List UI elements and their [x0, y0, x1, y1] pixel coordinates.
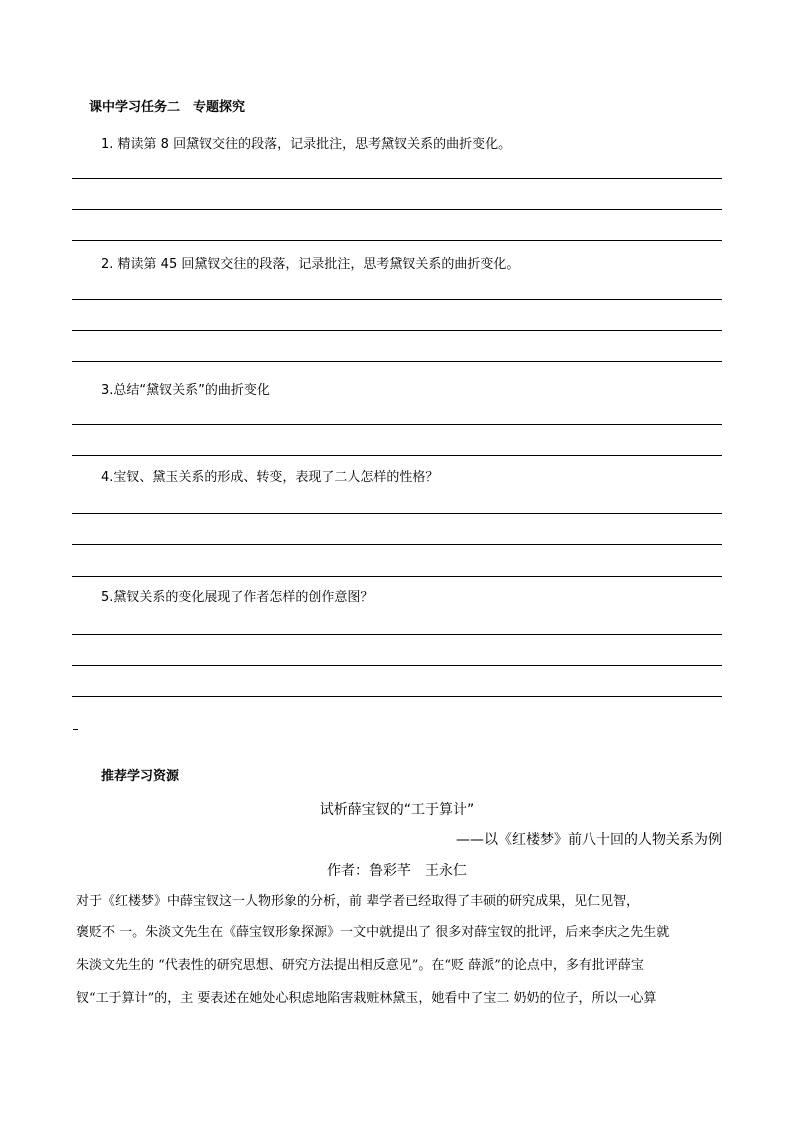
answer-line — [72, 634, 722, 635]
answer-line — [72, 544, 722, 545]
section-title: 课中学习任务二 专题探究 — [89, 100, 246, 115]
article-subtitle: ——以《红楼梦》前八十回的人物关系为例 — [456, 832, 722, 848]
answer-line — [72, 330, 722, 331]
answer-line — [72, 665, 722, 666]
answer-line — [72, 178, 722, 179]
answer-line — [72, 299, 722, 300]
article-paragraph-line: 对于《红楼梦》中薛宝钗这一人物形象的分析，前 辈学者已经取得了丰硕的研究成果，见仁见智， — [76, 894, 640, 909]
answer-line — [72, 424, 722, 425]
article-author: 作者：鲁彩芊 王永仁 — [327, 863, 467, 879]
article-title: 试析薛宝钗的“工于算计” — [319, 802, 475, 818]
answer-line — [72, 209, 722, 210]
answer-line — [72, 361, 722, 362]
stray-mark — [73, 729, 78, 730]
answer-line — [72, 513, 722, 514]
question-1: 1. 精读第 8 回黛钗交往的段落，记录批注，思考黛钗关系的曲折变化。 — [101, 137, 512, 152]
article-paragraph-line: 朱淡文先生的 “代表性的研究思想、研究方法提出相反意见”。在“贬 薛派”的论点中，多有批评薛宝 — [76, 958, 644, 973]
resources-heading: 推荐学习资源 — [101, 769, 180, 784]
question-4: 4.宝钗、黛玉关系的形成、转变，表现了二人怎样的性格？ — [101, 470, 439, 485]
article-paragraph-line: 钗“工于算计”的，主 要表述在她处心积虑地陷害栽赃林黛玉，她看中了宝二 奶奶的位子，所以一心算 — [76, 991, 657, 1006]
answer-line — [72, 455, 722, 456]
question-5: 5.黛钗关系的变化展现了作者怎样的创作意图？ — [101, 590, 374, 605]
answer-line — [72, 576, 722, 577]
answer-line — [72, 696, 722, 697]
answer-line — [72, 240, 722, 241]
question-3: 3.总结“黛钗关系”的曲折变化 — [101, 383, 270, 398]
article-paragraph-line: 褒贬不 一。朱淡文先生在《薛宝钗形象探源》一文中就提出了 很多对薛宝钗的批评，后来李庆之先生就 — [76, 925, 670, 940]
question-2: 2. 精读第 45 回黛钗交往的段落，记录批注，思考黛钗关系的曲折变化。 — [101, 257, 520, 272]
